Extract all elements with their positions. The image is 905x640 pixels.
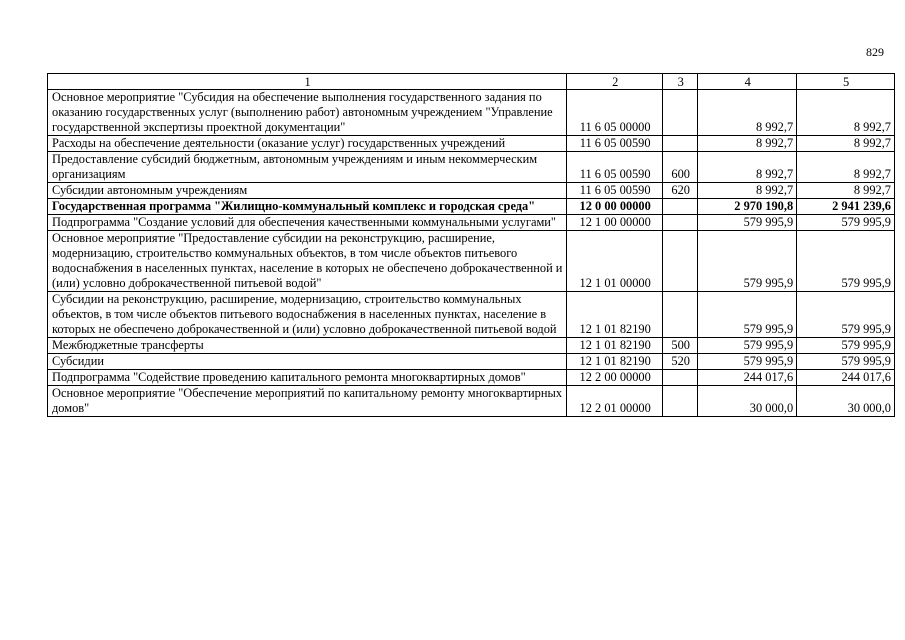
row-expense-type: 600: [663, 152, 698, 183]
row-target-code: 12 1 01 82190: [567, 292, 663, 338]
table-row: [48, 292, 895, 338]
row-target-code: 11 6 05 00590: [567, 136, 663, 152]
row-description: Межбюджетные трансферты: [48, 338, 567, 354]
row-expense-type: 620: [663, 183, 698, 199]
row-expense-type: [663, 292, 698, 338]
row-target-code: 11 6 05 00590: [567, 152, 663, 183]
row-expense-type: [663, 199, 698, 215]
table-row: [48, 370, 895, 386]
table-row: [48, 338, 895, 354]
row-amount-col4: 8 992,7: [698, 183, 797, 199]
row-amount-col5: 579 995,9: [797, 231, 895, 292]
row-amount-col4: 30 000,0: [698, 386, 797, 417]
table-row: [48, 90, 895, 136]
column-header-5: 5: [797, 74, 895, 90]
table-row: [48, 152, 895, 183]
row-expense-type: 520: [663, 354, 698, 370]
row-expense-type: [663, 215, 698, 231]
column-header-4: 4: [698, 74, 797, 90]
row-target-code: 12 2 00 00000: [567, 370, 663, 386]
row-amount-col5: 2 941 239,6: [797, 199, 895, 215]
row-amount-col4: 579 995,9: [698, 231, 797, 292]
row-target-code: 11 6 05 00590: [567, 183, 663, 199]
row-amount-col5: 8 992,7: [797, 183, 895, 199]
row-amount-col5: 579 995,9: [797, 338, 895, 354]
row-target-code: 12 1 01 82190: [567, 354, 663, 370]
row-target-code: 11 6 05 00000: [567, 90, 663, 136]
row-description: Государственная программа "Жилищно-коммунальный комплекс и городская среда": [48, 199, 567, 215]
row-amount-col4: 579 995,9: [698, 292, 797, 338]
row-amount-col5: 8 992,7: [797, 152, 895, 183]
row-description: Расходы на обеспечение деятельности (оказание услуг) государственных учреждений: [48, 136, 567, 152]
page-number: 829: [866, 45, 884, 59]
row-amount-col5: 244 017,6: [797, 370, 895, 386]
row-description: Основное мероприятие "Предоставление субсидии на реконструкцию, расширение, модернизацию, строительство коммунальных объектов, в том числе объектов питьевого водоснабжения в населенных пунктах, население в которых не обеспечено доброкачественной и (или) условно доброкачественной питьевой водой": [48, 231, 567, 292]
row-amount-col5: 579 995,9: [797, 215, 895, 231]
row-description: Основное мероприятие "Субсидия на обеспечение выполнения государственного задания по оказанию государственных услуг (выполнению работ) автономным учреждением "Управление государственной экспертизы проектной документации": [48, 90, 567, 136]
row-description: Субсидии автономным учреждениям: [48, 183, 567, 199]
row-amount-col5: 8 992,7: [797, 136, 895, 152]
row-description: Субсидии: [48, 354, 567, 370]
column-header-3: 3: [663, 74, 698, 90]
row-amount-col5: 579 995,9: [797, 354, 895, 370]
row-amount-col4: 579 995,9: [698, 215, 797, 231]
row-expense-type: [663, 90, 698, 136]
table-row: [48, 231, 895, 292]
table-row: [48, 354, 895, 370]
table-header-row: [48, 74, 895, 90]
row-amount-col5: 30 000,0: [797, 386, 895, 417]
row-amount-col4: 579 995,9: [698, 338, 797, 354]
row-expense-type: [663, 386, 698, 417]
budget-table: [47, 73, 895, 417]
row-target-code: 12 1 01 82190: [567, 338, 663, 354]
table-row: [48, 136, 895, 152]
row-target-code: 12 1 01 00000: [567, 231, 663, 292]
row-amount-col4: 8 992,7: [698, 136, 797, 152]
row-expense-type: [663, 370, 698, 386]
row-amount-col5: 579 995,9: [797, 292, 895, 338]
row-target-code: 12 1 00 00000: [567, 215, 663, 231]
row-description: Субсидии на реконструкцию, расширение, модернизацию, строительство коммунальных объектов, в том числе объектов питьевого водоснабжения в населенных пунктах, население в которых не обеспечено доброкачественной и (или) условно доброкачественной питьевой водой: [48, 292, 567, 338]
row-description: Предоставление субсидий бюджетным, автономным учреждениям и иным некоммерческим организациям: [48, 152, 567, 183]
row-target-code: 12 0 00 00000: [567, 199, 663, 215]
table-row: [48, 199, 895, 215]
row-expense-type: 500: [663, 338, 698, 354]
table-row: [48, 386, 895, 417]
row-amount-col4: 8 992,7: [698, 152, 797, 183]
budget-table-body: [48, 74, 895, 417]
row-target-code: 12 2 01 00000: [567, 386, 663, 417]
row-amount-col4: 579 995,9: [698, 354, 797, 370]
row-amount-col4: 244 017,6: [698, 370, 797, 386]
column-header-2: 2: [567, 74, 663, 90]
row-amount-col5: 8 992,7: [797, 90, 895, 136]
row-description: Подпрограмма "Содействие проведению капитального ремонта многоквартирных домов": [48, 370, 567, 386]
row-amount-col4: 8 992,7: [698, 90, 797, 136]
table-row: [48, 183, 895, 199]
table-row: [48, 215, 895, 231]
column-header-1: 1: [48, 74, 567, 90]
row-description: Подпрограмма "Создание условий для обеспечения качественными коммунальными услугами": [48, 215, 567, 231]
row-description: Основное мероприятие "Обеспечение мероприятий по капитальному ремонту многоквартирных домов": [48, 386, 567, 417]
row-amount-col4: 2 970 190,8: [698, 199, 797, 215]
row-expense-type: [663, 136, 698, 152]
row-expense-type: [663, 231, 698, 292]
